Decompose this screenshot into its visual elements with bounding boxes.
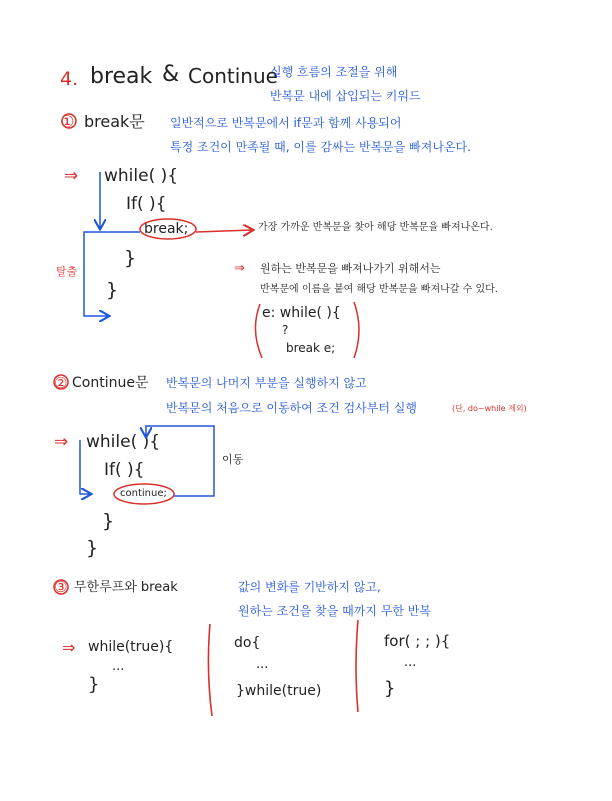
break-code-while: while( ){: [104, 166, 179, 186]
break-example-line1: e: while( ){: [262, 305, 341, 321]
infinite-col2-dots: ...: [256, 657, 269, 672]
break-code-break: break;: [144, 221, 189, 237]
section-title-amp: &: [162, 62, 180, 87]
infinite-divider-1: [208, 624, 212, 716]
infinite-marker-circle: [54, 580, 68, 594]
infinite-col1-while: while(true){: [88, 639, 174, 655]
infinite-col2-while: }while(true): [236, 683, 322, 699]
continue-pointer-arrow: ⇒: [54, 432, 69, 452]
infinite-pointer-arrow: ⇒: [62, 638, 76, 657]
section-desc-line1: 실행 흐름의 조절을 위해: [270, 65, 398, 79]
break-code-close-if: }: [124, 247, 137, 269]
break-note-arrow: [196, 230, 252, 232]
infinite-col3-close: }: [384, 678, 396, 699]
continue-desc-note: (단, do~while 제외): [452, 404, 527, 413]
continue-code-close-while: }: [86, 537, 99, 559]
example-left-bracket: [255, 304, 262, 358]
infinite-marker: ③: [54, 578, 68, 596]
break-note2-arrow: ⇒: [234, 261, 245, 276]
continue-marker-circle: [54, 374, 68, 392]
section-title-break: break: [90, 64, 153, 89]
section-title-continue: Continue: [188, 64, 278, 88]
section-desc-line2: 반복문 내에 삽입되는 키워드: [270, 89, 421, 103]
break-marker-circle: [60, 112, 76, 131]
break-example-line2: ?: [282, 323, 289, 337]
break-side-label: 탈출: [56, 265, 78, 278]
break-code-if: If( ){: [126, 194, 167, 214]
break-heading: break문: [84, 112, 145, 131]
break-note2-line1: 원하는 반복문을 빠져나가기 위해서는: [260, 262, 441, 275]
break-code-close-while: }: [106, 279, 119, 301]
section-number: 4.: [60, 68, 79, 90]
break-arrow-note: 가장 가까운 반복문을 찾아 해당 반복문을 빠져나온다.: [258, 222, 493, 233]
continue-desc-line1: 반복문의 나머지 부분을 실행하지 않고: [166, 376, 367, 390]
continue-loop-path: [80, 440, 90, 494]
infinite-col3-for: for( ; ; ){: [384, 632, 451, 650]
break-escape-path: [84, 232, 140, 316]
example-right-bracket: [354, 302, 359, 358]
infinite-col1-close: }: [88, 674, 100, 695]
continue-statement-circle: [114, 484, 174, 504]
infinite-col3-dots: ...: [404, 655, 417, 670]
infinite-desc-line1: 값의 변화를 기반하지 않고,: [238, 580, 381, 594]
infinite-heading: 무한루프와 break: [74, 580, 178, 595]
continue-code-continue: continue;: [120, 488, 167, 499]
break-marker: ①: [60, 112, 75, 131]
continue-marker: ②: [54, 374, 68, 392]
infinite-divider-2: [356, 620, 358, 712]
infinite-col1-dots: ...: [112, 659, 125, 674]
continue-side-label: 이동: [222, 453, 244, 466]
continue-code-while: while( ){: [86, 432, 161, 452]
break-pointer-arrow: ⇒: [64, 166, 79, 186]
break-desc-line2: 특정 조건이 만족될 때, 이를 감싸는 반복문을 빠져나온다.: [170, 140, 471, 154]
break-statement-circle: [140, 219, 196, 239]
break-example-line3: break e;: [286, 341, 336, 355]
infinite-col2-do: do{: [234, 635, 261, 651]
break-desc-line1: 일반적으로 반복문에서 if문과 함께 사용되어: [170, 116, 402, 130]
continue-desc-line2: 반복문의 처음으로 이동하여 조건 검사부터 실행: [166, 401, 417, 415]
continue-code-if: If( ){: [104, 460, 145, 480]
infinite-desc-line2: 원하는 조건을 찾을 때까지 무한 반복: [238, 604, 431, 618]
continue-heading: Continue문: [72, 375, 149, 391]
break-note2-line2: 반복문에 이름을 붙여 해당 반복문을 빠져나갈 수 있다.: [260, 284, 498, 295]
continue-code-close-if: }: [102, 510, 115, 532]
